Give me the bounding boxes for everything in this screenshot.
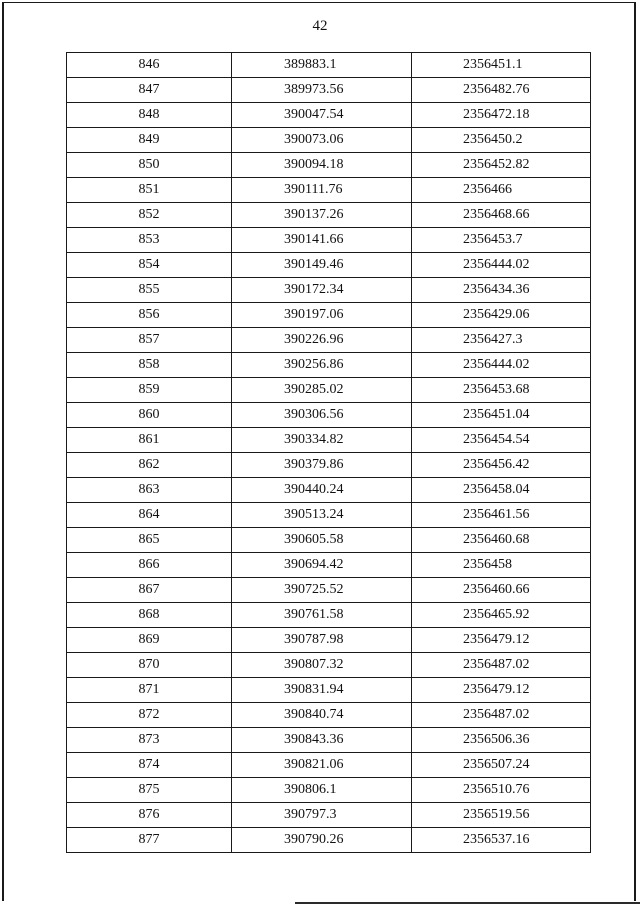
coordinates-table-body (67, 53, 591, 853)
point-number-cell: 866 (67, 553, 232, 578)
point-number-cell: 852 (67, 203, 232, 228)
x-coordinate-cell: 390831.94 (232, 678, 412, 703)
coordinates-table (66, 52, 591, 853)
x-coordinate-cell: 390843.36 (232, 728, 412, 753)
point-number-cell: 856 (67, 303, 232, 328)
y-coordinate-cell: 2356466 (412, 178, 591, 203)
table-row (67, 728, 591, 753)
table-row (67, 578, 591, 603)
point-number-cell: 861 (67, 428, 232, 453)
x-coordinate-cell: 390094.18 (232, 153, 412, 178)
y-coordinate-cell: 2356444.02 (412, 253, 591, 278)
y-coordinate-cell: 2356456.42 (412, 453, 591, 478)
table-row (67, 803, 591, 828)
table-row (67, 53, 591, 78)
x-coordinate-cell: 390111.76 (232, 178, 412, 203)
y-coordinate-cell: 2356451.04 (412, 403, 591, 428)
y-coordinate-cell: 2356510.76 (412, 778, 591, 803)
table-row (67, 453, 591, 478)
y-coordinate-cell: 2356472.18 (412, 103, 591, 128)
table-row (67, 378, 591, 403)
x-coordinate-cell: 390806.1 (232, 778, 412, 803)
table-row (67, 278, 591, 303)
table-row (67, 553, 591, 578)
y-coordinate-cell: 2356453.7 (412, 228, 591, 253)
y-coordinate-cell: 2356468.66 (412, 203, 591, 228)
point-number-cell: 853 (67, 228, 232, 253)
table-row (67, 78, 591, 103)
point-number-cell: 876 (67, 803, 232, 828)
point-number-cell: 858 (67, 353, 232, 378)
x-coordinate-cell: 390285.02 (232, 378, 412, 403)
x-coordinate-cell: 390840.74 (232, 703, 412, 728)
table-row (67, 228, 591, 253)
point-number-cell: 871 (67, 678, 232, 703)
point-number-cell: 860 (67, 403, 232, 428)
table-row (67, 303, 591, 328)
table-row (67, 653, 591, 678)
x-coordinate-cell: 390334.82 (232, 428, 412, 453)
scan-edge-line (295, 902, 640, 904)
point-number-cell: 850 (67, 153, 232, 178)
page-number: 42 (312, 18, 328, 34)
table-row (67, 528, 591, 553)
y-coordinate-cell: 2356519.56 (412, 803, 591, 828)
point-number-cell: 864 (67, 503, 232, 528)
table-row (67, 628, 591, 653)
y-coordinate-cell: 2356487.02 (412, 703, 591, 728)
x-coordinate-cell: 390513.24 (232, 503, 412, 528)
y-coordinate-cell: 2356427.3 (412, 328, 591, 353)
point-number-cell: 848 (67, 103, 232, 128)
point-number-cell: 877 (67, 828, 232, 853)
point-number-cell: 873 (67, 728, 232, 753)
table-row (67, 153, 591, 178)
x-coordinate-cell: 390073.06 (232, 128, 412, 153)
y-coordinate-cell: 2356506.36 (412, 728, 591, 753)
x-coordinate-cell: 390226.96 (232, 328, 412, 353)
table-row (67, 103, 591, 128)
point-number-cell: 865 (67, 528, 232, 553)
point-number-cell: 857 (67, 328, 232, 353)
table-row (67, 828, 591, 853)
point-number-cell: 870 (67, 653, 232, 678)
point-number-cell: 868 (67, 603, 232, 628)
x-coordinate-cell: 390761.58 (232, 603, 412, 628)
x-coordinate-cell: 389973.56 (232, 78, 412, 103)
point-number-cell: 875 (67, 778, 232, 803)
table-row (67, 478, 591, 503)
point-number-cell: 851 (67, 178, 232, 203)
table-row (67, 328, 591, 353)
point-number-cell: 854 (67, 253, 232, 278)
x-coordinate-cell: 390790.26 (232, 828, 412, 853)
x-coordinate-cell: 390821.06 (232, 753, 412, 778)
table-row (67, 678, 591, 703)
x-coordinate-cell: 390141.66 (232, 228, 412, 253)
y-coordinate-cell: 2356458.04 (412, 478, 591, 503)
y-coordinate-cell: 2356479.12 (412, 678, 591, 703)
x-coordinate-cell: 390694.42 (232, 553, 412, 578)
y-coordinate-cell: 2356507.24 (412, 753, 591, 778)
y-coordinate-cell: 2356434.36 (412, 278, 591, 303)
x-coordinate-cell: 390379.86 (232, 453, 412, 478)
y-coordinate-cell: 2356537.16 (412, 828, 591, 853)
y-coordinate-cell: 2356487.02 (412, 653, 591, 678)
point-number-cell: 872 (67, 703, 232, 728)
x-coordinate-cell: 390047.54 (232, 103, 412, 128)
x-coordinate-cell: 390149.46 (232, 253, 412, 278)
x-coordinate-cell: 390725.52 (232, 578, 412, 603)
table-row (67, 253, 591, 278)
y-coordinate-cell: 2356429.06 (412, 303, 591, 328)
x-coordinate-cell: 390797.3 (232, 803, 412, 828)
x-coordinate-cell: 390306.56 (232, 403, 412, 428)
table-row (67, 128, 591, 153)
y-coordinate-cell: 2356452.82 (412, 153, 591, 178)
point-number-cell: 863 (67, 478, 232, 503)
table-row (67, 753, 591, 778)
x-coordinate-cell: 390605.58 (232, 528, 412, 553)
point-number-cell: 849 (67, 128, 232, 153)
point-number-cell: 869 (67, 628, 232, 653)
y-coordinate-cell: 2356450.2 (412, 128, 591, 153)
x-coordinate-cell: 390256.86 (232, 353, 412, 378)
x-coordinate-cell: 390197.06 (232, 303, 412, 328)
table-row (67, 703, 591, 728)
y-coordinate-cell: 2356460.68 (412, 528, 591, 553)
table-row (67, 503, 591, 528)
x-coordinate-cell: 389883.1 (232, 53, 412, 78)
table-row (67, 203, 591, 228)
x-coordinate-cell: 390440.24 (232, 478, 412, 503)
table-row (67, 778, 591, 803)
y-coordinate-cell: 2356454.54 (412, 428, 591, 453)
x-coordinate-cell: 390172.34 (232, 278, 412, 303)
y-coordinate-cell: 2356465.92 (412, 603, 591, 628)
point-number-cell: 867 (67, 578, 232, 603)
table-row (67, 178, 591, 203)
table-row (67, 353, 591, 378)
point-number-cell: 846 (67, 53, 232, 78)
x-coordinate-cell: 390787.98 (232, 628, 412, 653)
y-coordinate-cell: 2356451.1 (412, 53, 591, 78)
y-coordinate-cell: 2356479.12 (412, 628, 591, 653)
table-row (67, 428, 591, 453)
y-coordinate-cell: 2356458 (412, 553, 591, 578)
y-coordinate-cell: 2356453.68 (412, 378, 591, 403)
table-row (67, 403, 591, 428)
y-coordinate-cell: 2356444.02 (412, 353, 591, 378)
point-number-cell: 874 (67, 753, 232, 778)
x-coordinate-cell: 390807.32 (232, 653, 412, 678)
table-row (67, 603, 591, 628)
y-coordinate-cell: 2356460.66 (412, 578, 591, 603)
y-coordinate-cell: 2356461.56 (412, 503, 591, 528)
point-number-cell: 847 (67, 78, 232, 103)
point-number-cell: 859 (67, 378, 232, 403)
y-coordinate-cell: 2356482.76 (412, 78, 591, 103)
point-number-cell: 862 (67, 453, 232, 478)
x-coordinate-cell: 390137.26 (232, 203, 412, 228)
point-number-cell: 855 (67, 278, 232, 303)
